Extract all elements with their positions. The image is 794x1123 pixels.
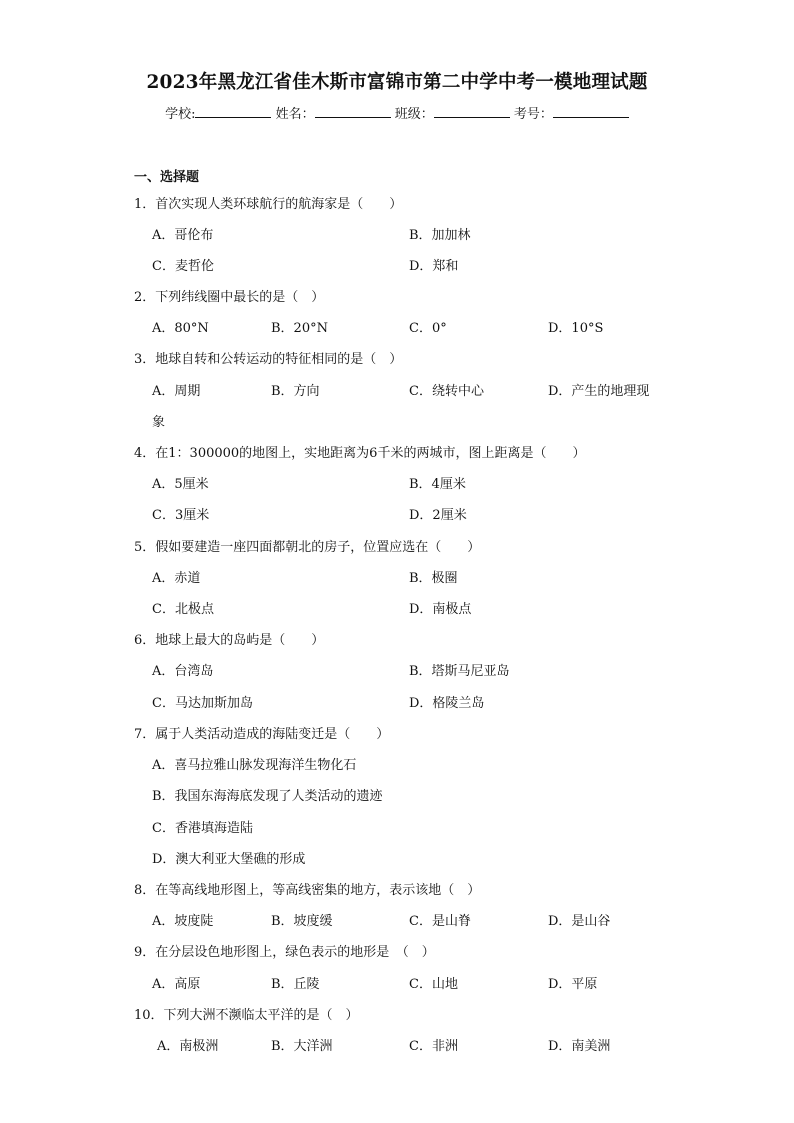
question-7-option-a[interactable]: A．喜马拉雅山脉发现海洋生物化石 [152,758,357,773]
question-1-option-d[interactable]: D．郑和 [409,259,459,274]
question-2-stem: 2．下列纬线圈中最长的是（ ） [134,290,325,305]
section-heading: 一、选择题 [134,170,200,185]
question-5-option-c[interactable]: C．北极点 [152,602,214,617]
question-4-option-d[interactable]: D．2厘米 [409,508,467,523]
question-10-option-d[interactable]: D．南美洲 [548,1039,611,1054]
question-1-option-b[interactable]: B．加加林 [409,228,471,243]
question-9-option-b[interactable]: B．丘陵 [271,977,320,992]
question-7-option-c[interactable]: C．香港填海造陆 [152,821,253,836]
class-blank[interactable] [434,105,510,118]
question-10-option-a[interactable]: A．南极洲 [157,1039,219,1054]
exam-number-label: 考号： [513,107,553,122]
question-3-option-c[interactable]: C．绕转中心 [409,384,484,399]
question-3-option-d-continuation: 象 [152,415,166,430]
question-8-option-a[interactable]: A．坡度陡 [152,914,214,929]
question-9-option-a[interactable]: A．高原 [152,977,201,992]
question-9-option-d[interactable]: D．平原 [548,977,598,992]
question-10-option-b[interactable]: B．大洋洲 [271,1039,333,1054]
name-label: 姓名： [275,107,315,122]
question-2-option-a[interactable]: A．80°N [152,321,209,336]
question-6-stem: 6．地球上最大的岛屿是（ ） [134,633,325,648]
question-4-option-c[interactable]: C．3厘米 [152,508,210,523]
question-5-option-d[interactable]: D．南极点 [409,602,472,617]
question-8-stem: 8．在等高线地形图上，等高线密集的地方，表示该地（ ） [134,883,481,898]
question-8-option-d[interactable]: D．是山谷 [548,914,611,929]
question-1-stem: 1．首次实现人类环球航行的航海家是（ ） [134,197,403,212]
question-6-option-a[interactable]: A．台湾岛 [152,664,214,679]
question-4-option-a[interactable]: A．5厘米 [152,477,209,492]
question-7-option-d[interactable]: D．澳大利亚大堡礁的形成 [152,852,306,867]
name-blank[interactable] [315,105,391,118]
school-blank[interactable] [195,105,271,118]
question-9-stem: 9．在分层设色地形图上，绿色表示的地形是 （ ） [134,945,435,960]
question-5-option-a[interactable]: A．赤道 [152,571,201,586]
question-1-option-c[interactable]: C．麦哲伦 [152,259,214,274]
question-10-option-c[interactable]: C．非洲 [409,1039,458,1054]
question-7-option-b[interactable]: B．我国东海海底发现了人类活动的遗迹 [152,789,383,804]
question-1-option-a[interactable]: A．哥伦布 [152,228,214,243]
question-4-stem: 4．在1：300000的地图上，实地距离为6千米的两城市，图上距离是（ ） [134,446,586,461]
question-5-option-b[interactable]: B．极圈 [409,571,458,586]
question-6-option-b[interactable]: B．塔斯马尼亚岛 [409,664,510,679]
question-3-option-b[interactable]: B．方向 [271,384,320,399]
question-4-option-b[interactable]: B．4厘米 [409,477,466,492]
question-10-stem: 10．下列大洲不濒临太平洋的是（ ） [134,1008,359,1023]
exam-number-blank[interactable] [553,105,629,118]
question-6-option-c[interactable]: C．马达加斯加岛 [152,696,253,711]
question-2-option-c[interactable]: C．0° [409,321,447,336]
student-info-line [0,103,794,122]
question-8-option-b[interactable]: B．坡度缓 [271,914,333,929]
question-3-option-a[interactable]: A．周期 [152,384,201,399]
question-9-option-c[interactable]: C．山地 [409,977,458,992]
question-5-stem: 5．假如要建造一座四面都朝北的房子，位置应选在（ ） [134,540,481,555]
question-6-option-d[interactable]: D．格陵兰岛 [409,696,485,711]
question-8-option-c[interactable]: C．是山脊 [409,914,471,929]
question-2-option-b[interactable]: B．20°N [271,321,328,336]
question-2-option-d[interactable]: D．10°S [548,321,604,336]
school-label: 学校: [165,107,196,122]
page-title: 2023年黑龙江省佳木斯市富锦市第二中学中考一模地理试题 [146,72,648,93]
question-3-stem: 3．地球自转和公转运动的特征相同的是（ ） [134,352,403,367]
question-3-option-d[interactable]: D．产生的地理现 [548,384,650,399]
question-7-stem: 7．属于人类活动造成的海陆变迁是（ ） [134,727,390,742]
class-label: 班级： [394,107,434,122]
